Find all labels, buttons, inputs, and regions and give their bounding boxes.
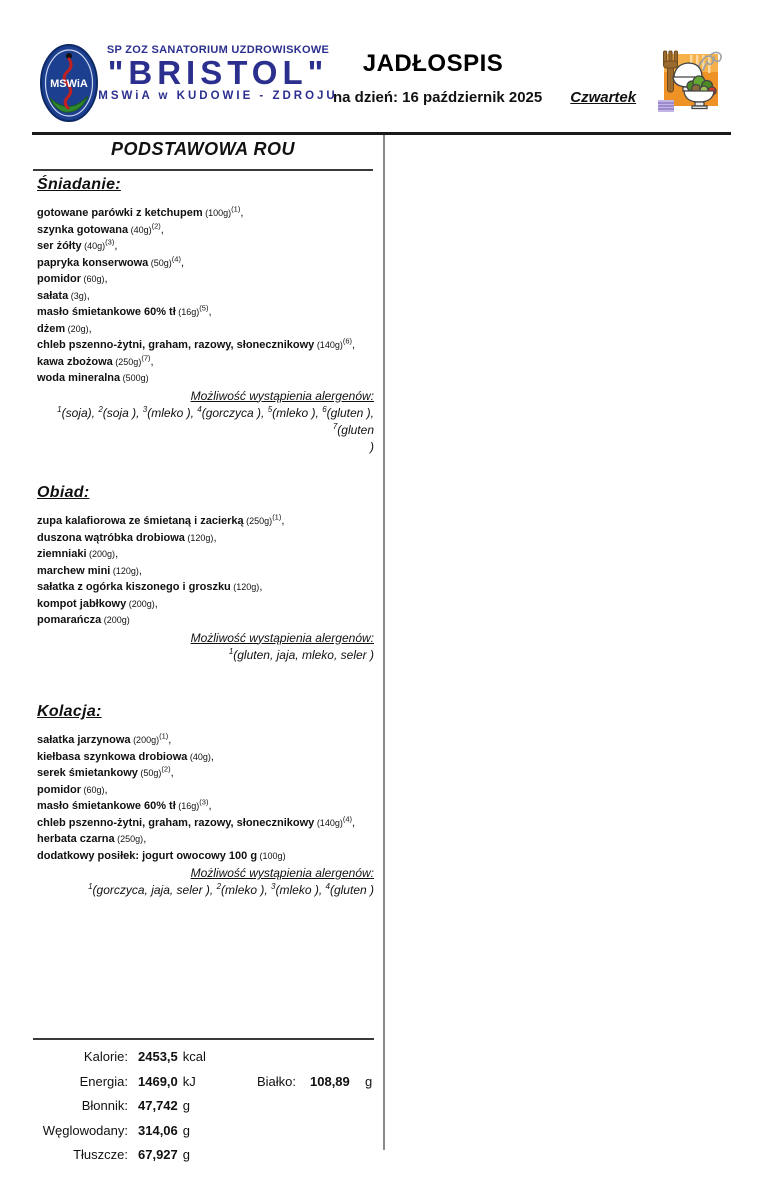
item-portion: (20g) [65, 323, 89, 334]
nutrition-label: Błonnik: [81, 1098, 128, 1113]
menu-item [37, 563, 374, 580]
allergen-text: (gluten, jaja, mleko, seler ) [233, 647, 374, 662]
diet-header [33, 139, 373, 171]
item-separator: , [138, 564, 142, 577]
nutrition-row [33, 1045, 374, 1070]
allergen-text: (mleko ), [147, 405, 198, 420]
item-separator: , [240, 207, 244, 219]
allergen-text: (gluten ) [329, 883, 374, 897]
menu-item [37, 749, 374, 766]
nutrition-label: Kalorie: [83, 1049, 128, 1064]
item-separator: , [259, 581, 263, 593]
item-name: herbata czarna [37, 833, 115, 845]
protein-unit: g [365, 1073, 373, 1089]
item-portion: (250g) [114, 834, 144, 844]
allergen-line [37, 439, 374, 456]
nutrition-unit: g [182, 1147, 190, 1162]
menu-item [37, 238, 374, 255]
menu-item [37, 782, 374, 799]
allergen-number: 3 [271, 882, 276, 891]
allergen-block-sniadanie [37, 388, 374, 456]
item-separator: , [208, 800, 212, 812]
diet-title: PODSTAWOWA ROU [111, 139, 295, 159]
allergen-number: 1 [228, 646, 234, 656]
allergen-line [37, 405, 374, 439]
allergen-text: (gorczyca ), [201, 405, 268, 420]
menu-item [37, 765, 374, 782]
item-portion: (16g) [175, 307, 200, 317]
item-portion: (60g) [81, 274, 105, 284]
item-portion: (120g) [184, 532, 214, 543]
nutrition-row [33, 1094, 374, 1119]
item-allergen-ref: (1) [159, 731, 169, 741]
menu-item [37, 612, 374, 629]
nutrition-label: Tłuszcze: [73, 1147, 128, 1162]
item-separator: , [114, 240, 118, 252]
item-separator: , [213, 531, 217, 544]
allergen-text: (mleko ), [221, 883, 272, 897]
menu-item [37, 530, 374, 547]
org-logo [98, 44, 338, 102]
item-separator: , [86, 289, 90, 302]
nutrition-label: Węglowodany: [42, 1122, 128, 1138]
item-list-obiad [37, 513, 374, 629]
nutrition-summary [33, 1038, 374, 1168]
item-separator: , [352, 816, 356, 829]
item-name: szynka gotowana [37, 223, 129, 236]
org-subtitle-bottom: MSWiA w KUDOWIE - ZDROJU [98, 89, 338, 102]
nutrition-value: 2453,5 [138, 1049, 178, 1064]
allergen-number: 4 [325, 882, 330, 891]
item-name: woda mineralna [37, 372, 121, 384]
item-portion: (100g) [257, 850, 286, 861]
item-portion: (40g) [81, 241, 106, 251]
item-name: gotowane parówki z ketchupem [37, 207, 203, 219]
menu-item [37, 222, 374, 239]
allergen-block-kolacja [37, 865, 374, 899]
item-name: pomarańcza [37, 614, 102, 626]
allergen-number: 5 [267, 404, 273, 414]
item-portion: (500g) [120, 373, 149, 383]
item-name: dodatkowy posiłek: jogurt owocowy 100 g [37, 849, 258, 862]
menu-item [37, 370, 374, 387]
allergen-line [37, 647, 374, 664]
allergen-number: 1 [57, 404, 62, 414]
nutrition-value: 67,927 [138, 1147, 178, 1162]
allergen-text: ) [370, 439, 374, 454]
meal-clipart-icon [652, 46, 726, 120]
item-portion: (140g) [314, 817, 343, 828]
allergen-text: (gorczyca, jaja, seler ), [92, 883, 217, 897]
item-allergen-ref: (4) [171, 253, 181, 263]
item-separator: , [104, 783, 108, 796]
item-portion: (40g) [187, 751, 211, 762]
item-separator: , [143, 833, 147, 845]
item-portion: (120g) [110, 565, 139, 576]
menu-item [37, 815, 374, 832]
section-heading-obiad: Obiad: [37, 484, 90, 501]
item-name: masło śmietankowe 60% tł [37, 306, 176, 318]
item-portion: (50g) [148, 257, 172, 268]
item-allergen-ref: (2) [161, 764, 171, 774]
item-separator: , [180, 256, 185, 269]
item-separator: , [104, 273, 108, 285]
allergen-number: 6 [322, 404, 327, 414]
item-allergen-ref: (2) [151, 220, 161, 230]
item-portion: (250g) [112, 356, 142, 367]
allergen-heading: Możliwość wystąpienia alergenów: [190, 388, 374, 403]
item-separator: , [170, 767, 174, 779]
menu-item [37, 288, 374, 305]
section-heading-sniadanie: Śniadanie: [37, 176, 121, 193]
item-allergen-ref: (1) [231, 204, 241, 214]
item-list-sniadanie [37, 205, 374, 387]
allergen-number: 2 [98, 404, 103, 414]
menu-item [37, 304, 374, 321]
allergen-text: (mleko ), [272, 405, 323, 420]
item-name: chleb pszenno-żytni, graham, razowy, słonecznikowy [37, 816, 315, 829]
menu-item [37, 255, 374, 272]
nutrition-value: 47,742 [138, 1098, 178, 1113]
org-subtitle-top: SP ZOZ SANATORIUM UZDROWISKOWE [106, 44, 330, 56]
item-name: ser żółty [37, 240, 82, 252]
menu-item [37, 205, 374, 222]
item-portion: (200g) [130, 735, 160, 745]
nutrition-value: 314,06 [138, 1122, 178, 1138]
menu-section-sniadanie [37, 176, 374, 456]
menu-item [37, 831, 374, 848]
item-name: pomidor [37, 783, 81, 796]
item-allergen-ref: (3) [199, 797, 209, 807]
nutrition-label: Energia: [79, 1073, 128, 1089]
menu-item [37, 321, 374, 338]
menu-weekday: Czwartek [570, 89, 637, 106]
org-name: "BRISTOL" [107, 54, 329, 91]
item-separator: , [154, 597, 158, 610]
item-separator: , [208, 306, 212, 318]
header-divider [32, 132, 731, 135]
item-name: sałatka z ogórka kiszonego i groszku [37, 581, 231, 593]
menu-item [37, 337, 374, 354]
item-portion: (200g) [126, 598, 155, 609]
allergen-number: 2 [216, 882, 222, 891]
item-portion: (140g) [314, 340, 343, 350]
nutrition-unit: kcal [182, 1049, 206, 1064]
protein-value: 108,89 [310, 1073, 350, 1089]
menu-item [37, 848, 374, 865]
item-name: serek śmietankowy [37, 767, 138, 779]
badge-text: MSWiA [50, 78, 88, 90]
allergen-text: (mleko ), [275, 883, 326, 897]
item-allergen-ref: (1) [272, 512, 282, 522]
item-separator: , [210, 750, 214, 763]
item-portion: (16g) [175, 801, 200, 811]
item-separator: , [352, 339, 356, 351]
allergen-line [37, 882, 374, 899]
allergen-number: 7 [332, 421, 338, 431]
menu-item [37, 513, 374, 530]
allergen-text: (soja ), [102, 405, 143, 420]
menu-item [37, 732, 374, 749]
allergen-number: 3 [142, 404, 148, 414]
item-name: ziemniaki [37, 548, 87, 560]
allergen-number: 4 [197, 404, 202, 414]
item-separator: , [88, 322, 92, 335]
page-title: JADŁOSPIS [362, 50, 504, 77]
item-separator: , [281, 515, 285, 527]
allergen-block-obiad [37, 630, 374, 664]
item-portion: (200g) [86, 549, 116, 559]
menu-item [37, 579, 374, 596]
protein-label: Białko: [256, 1073, 296, 1089]
nutrition-value: 1469,0 [138, 1073, 178, 1089]
item-name: chleb pszenno-żytni, graham, razowy, słonecznikowy [37, 339, 315, 351]
allergen-text: (soja), [61, 405, 99, 420]
item-separator: , [168, 734, 172, 746]
menu-item [37, 798, 374, 815]
allergen-heading: Możliwość wystąpienia alergenów: [190, 866, 374, 880]
item-portion: (50g) [137, 768, 162, 778]
item-portion: (60g) [81, 784, 105, 795]
item-separator: , [160, 223, 164, 236]
item-name: kawa zbożowa [37, 355, 113, 368]
item-name: papryka konserwowa [37, 256, 149, 269]
item-name: dżem [37, 322, 66, 335]
date-row [333, 89, 636, 106]
item-portion: (40g) [128, 224, 152, 235]
menu-item [37, 546, 374, 563]
menu-section-kolacja [37, 703, 374, 899]
allergen-text: (gluten [337, 422, 374, 437]
item-allergen-ref: (3) [105, 237, 115, 247]
item-name: zupa kalafiorowa ze śmietaną i zacierką [37, 515, 244, 527]
item-name: duszona wątróbka drobiowa [37, 531, 185, 544]
item-name: sałata [37, 289, 69, 302]
nutrition-row [33, 1119, 374, 1144]
item-portion: (100g) [202, 208, 232, 218]
item-allergen-ref: (7) [141, 352, 151, 362]
nutrition-row [33, 1143, 374, 1168]
item-portion: (120g) [230, 582, 260, 592]
allergen-text: (gluten ), [326, 405, 374, 420]
nutrition-unit: g [182, 1098, 190, 1113]
item-allergen-ref: (5) [199, 303, 209, 313]
allergen-heading: Możliwość wystąpienia alergenów: [190, 630, 374, 645]
item-name: kiełbasa szynkowa drobiowa [37, 750, 188, 763]
item-name: marchew mini [37, 564, 111, 577]
item-name: masło śmietankowe 60% tł [37, 800, 176, 812]
item-portion: (200g) [101, 615, 130, 625]
item-name: kompot jabłkowy [37, 597, 127, 610]
mswia-badge-icon [40, 44, 98, 122]
item-allergen-ref: (4) [342, 813, 353, 823]
nutrition-row [33, 1070, 374, 1095]
item-portion: (250g) [243, 516, 273, 526]
menu-date: na dzień: 16 październik 2025 [333, 89, 543, 106]
item-list-kolacja [37, 732, 374, 864]
item-name: sałatka jarzynowa [37, 734, 131, 746]
column-divider [383, 135, 385, 1150]
nutrition-unit: g [182, 1122, 190, 1138]
section-heading-kolacja: Kolacja: [37, 703, 102, 720]
item-portion: (3g) [68, 290, 87, 301]
item-name: pomidor [37, 273, 81, 285]
allergen-number: 1 [88, 882, 93, 891]
menu-section-obiad [37, 484, 374, 664]
item-allergen-ref: (6) [342, 336, 353, 346]
menu-item [37, 596, 374, 613]
item-separator: , [115, 548, 119, 560]
nutrition-unit: kJ [182, 1073, 196, 1089]
menu-item [37, 271, 374, 288]
item-separator: , [150, 355, 154, 368]
menu-item [37, 354, 374, 371]
